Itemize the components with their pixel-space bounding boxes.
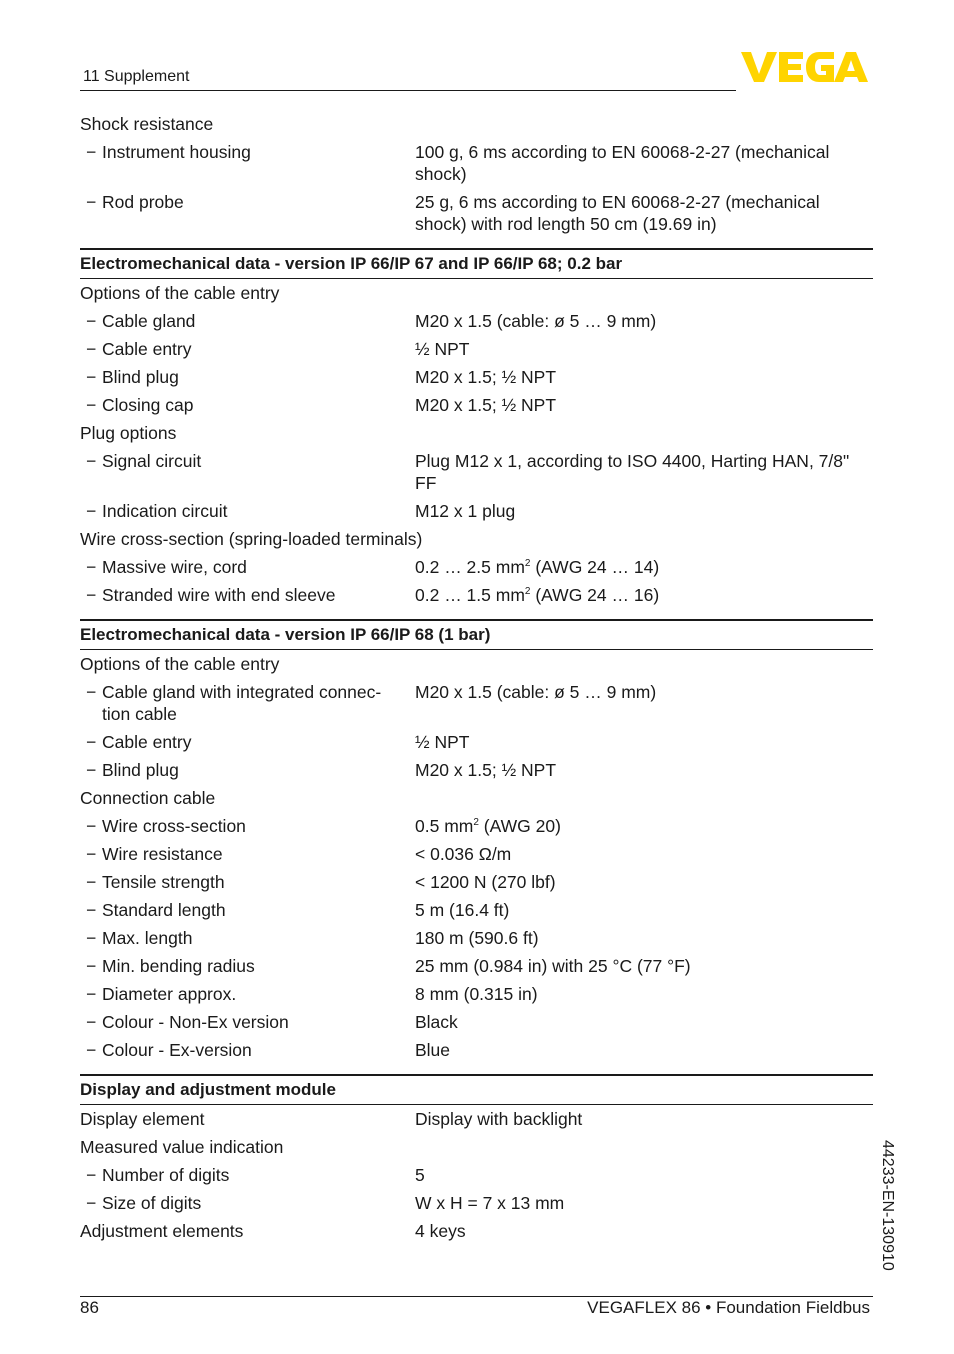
spec-value: < 1200 N (270 lbf): [415, 872, 556, 892]
spec-row: [80, 840, 873, 868]
spec-row: [80, 728, 873, 756]
dash-bullet: −: [86, 1040, 97, 1060]
spec-value: 0.2 … 2.5 $mm^2$ (AWG 24 … 14): [415, 557, 660, 577]
spec-value: Black: [415, 1012, 458, 1032]
spec-label: Standard length: [102, 900, 226, 920]
spec-value: 4 keys: [415, 1221, 466, 1241]
spec-group-title: Connection cable: [80, 788, 216, 808]
section-heading: Display and adjustment module: [80, 1074, 873, 1105]
spec-value: ½ NPT: [415, 732, 470, 752]
spec-label: Cable gland: [102, 311, 196, 331]
spec-label: Rod probe: [102, 192, 184, 212]
spec-row: [80, 868, 873, 896]
spec-row: [80, 980, 873, 1008]
spec-value: M12 x 1 plug: [415, 501, 516, 521]
document-title: VEGAFLEX 86 • Foundation Fieldbus: [587, 1298, 870, 1317]
spec-label: Display element: [80, 1109, 205, 1129]
spec-value: Display with backlight: [415, 1109, 583, 1129]
spec-group-title: Plug options: [80, 423, 177, 443]
spec-label: Blind plug: [102, 367, 179, 387]
spec-label: Adjustment elements: [80, 1221, 244, 1241]
section-heading: Electromechanical data - version IP 66/IP 68 (1 bar): [80, 619, 873, 650]
spec-label: Number of digits: [102, 1165, 230, 1185]
spec-row: [80, 335, 873, 363]
spec-label: Cable entry: [102, 339, 192, 359]
dash-bullet: −: [86, 956, 97, 976]
dash-bullet: −: [86, 816, 97, 836]
dash-bullet: −: [86, 1012, 97, 1032]
spec-value: 5: [415, 1165, 425, 1185]
spec-value: ½ NPT: [415, 339, 470, 359]
dash-bullet: −: [86, 844, 97, 864]
spec-label: Max. length: [102, 928, 193, 948]
spec-label: Instrument housing: [102, 142, 251, 162]
spec-row: [80, 952, 873, 980]
spec-value: 100 g, 6 ms according to EN 60068-2-27 (mechanical shock): [415, 142, 830, 184]
dash-bullet: −: [86, 367, 97, 387]
spec-value: M20 x 1.5 (cable: ø 5 … 9 mm): [415, 682, 657, 702]
spec-value: M20 x 1.5; ½ NPT: [415, 760, 557, 780]
dash-bullet: −: [86, 451, 97, 471]
spec-row: [80, 756, 873, 784]
dash-bullet: −: [86, 311, 97, 331]
spec-value: Plug M12 x 1, according to ISO 4400, Harting HAN, 7/8" FF: [415, 451, 850, 493]
vega-logo: [741, 50, 873, 84]
spec-row: [80, 553, 873, 581]
spec-label: Wire resistance: [102, 844, 223, 864]
spec-value: 5 m (16.4 ft): [415, 900, 510, 920]
spec-row: [80, 678, 873, 728]
footer-divider: [80, 1296, 873, 1297]
spec-value: M20 x 1.5; ½ NPT: [415, 395, 557, 415]
dash-bullet: −: [86, 872, 97, 892]
section-heading: Electromechanical data - version IP 66/IP 67 and IP 66/IP 68; 0.2 bar: [80, 248, 873, 279]
spec-row: [80, 1105, 873, 1133]
spec-value: 0.2 … 1.5 $mm^2$ (AWG 24 … 16): [415, 585, 660, 605]
spec-group-title: Options of the cable entry: [80, 283, 280, 303]
spec-row: [80, 307, 873, 335]
spec-row: [80, 363, 873, 391]
spec-row: [80, 924, 873, 952]
spec-label: Stranded wire with end sleeve: [102, 585, 336, 605]
spec-value: 180 m (590.6 ft): [415, 928, 539, 948]
spec-value: M20 x 1.5; ½ NPT: [415, 367, 557, 387]
dash-bullet: −: [86, 984, 97, 1004]
spec-value: W x H = 7 x 13 mm: [415, 1193, 565, 1213]
spec-value: 0.5 $mm^2$ (AWG 20): [415, 816, 561, 836]
spec-label: Massive wire, cord: [102, 557, 247, 577]
spec-value: Blue: [415, 1040, 451, 1060]
spec-label: Cable entry: [102, 732, 192, 752]
spec-value: < 0.036 Ω/m: [415, 844, 512, 864]
dash-bullet: −: [86, 192, 97, 212]
spec-label: Min. bending radius: [102, 956, 255, 976]
spec-row: [80, 1008, 873, 1036]
spec-group-title: Shock resistance: [80, 114, 214, 134]
spec-value: 25 g, 6 ms according to EN 60068-2-27 (mechanical shock) with rod length 50 cm (19.69 in): [415, 192, 820, 234]
dash-bullet: −: [86, 760, 97, 780]
section-title: 11 Supplement: [83, 68, 190, 85]
header-divider: [80, 90, 736, 91]
spec-row: [80, 896, 873, 924]
spec-value: M20 x 1.5 (cable: ø 5 … 9 mm): [415, 311, 657, 331]
spec-label: Closing cap: [102, 395, 194, 415]
dash-bullet: −: [86, 1193, 97, 1213]
spec-row: [80, 581, 873, 609]
spec-row: [80, 447, 873, 497]
spec-row: [80, 1036, 873, 1064]
spec-row: [80, 497, 873, 525]
spec-label: Cable gland with integrated connec-tion cable: [102, 682, 382, 724]
spec-label: Tensile strength: [102, 872, 225, 892]
dash-bullet: −: [86, 928, 97, 948]
spec-label: Signal circuit: [102, 451, 202, 471]
dash-bullet: −: [86, 501, 97, 521]
dash-bullet: −: [86, 395, 97, 415]
spec-label: Blind plug: [102, 760, 179, 780]
spec-value: 25 mm (0.984 in) with 25 °C (77 °F): [415, 956, 691, 976]
spec-row: [80, 1189, 873, 1217]
spec-label: Indication circuit: [102, 501, 228, 521]
spec-row: [80, 812, 873, 840]
spec-value: 8 mm (0.315 in): [415, 984, 538, 1004]
page-number: 86: [80, 1298, 99, 1317]
dash-bullet: −: [86, 339, 97, 359]
spec-label: Diameter approx.: [102, 984, 237, 1004]
spec-group-title: Options of the cable entry: [80, 654, 280, 674]
dash-bullet: −: [86, 900, 97, 920]
dash-bullet: −: [86, 682, 97, 702]
spec-row: [80, 391, 873, 419]
dash-bullet: −: [86, 142, 97, 162]
spec-group-title: Measured value indication: [80, 1137, 284, 1157]
spec-content: [80, 110, 873, 1245]
spec-row: [80, 188, 873, 238]
spec-label: Colour - Non-Ex version: [102, 1012, 289, 1032]
spec-row: [80, 1217, 873, 1245]
dash-bullet: −: [86, 1165, 97, 1185]
spec-label: Colour - Ex-version: [102, 1040, 252, 1060]
spec-row: [80, 1161, 873, 1189]
spec-label: Size of digits: [102, 1193, 202, 1213]
spec-label: Wire cross-section: [102, 816, 246, 836]
dash-bullet: −: [86, 585, 97, 605]
dash-bullet: −: [86, 557, 97, 577]
spec-group-title: Wire cross-section (spring-loaded terminals): [80, 529, 423, 549]
spec-row: [80, 138, 873, 188]
dash-bullet: −: [86, 732, 97, 752]
